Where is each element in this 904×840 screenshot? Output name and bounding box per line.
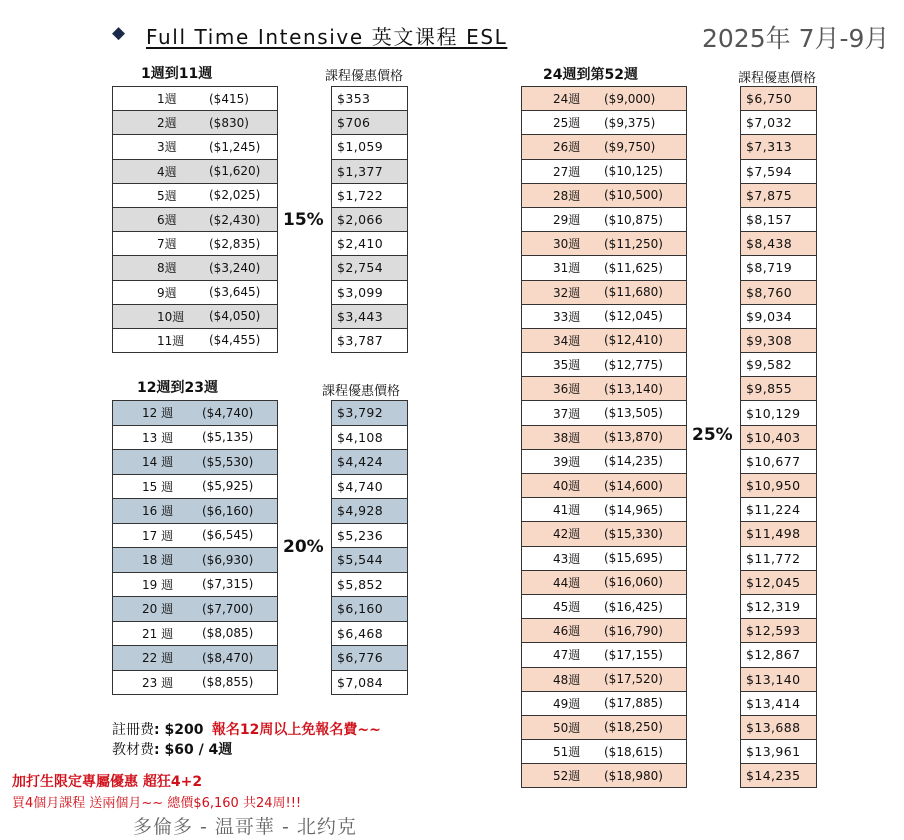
original-price: ($13,140) <box>604 381 663 396</box>
table-row <box>522 498 686 522</box>
discount-price-cell: $2,410 <box>332 232 407 256</box>
discount-price-cell: $706 <box>332 111 407 135</box>
table-row <box>113 208 277 232</box>
discount-price-cell: $14,235 <box>741 764 816 788</box>
original-price: ($1,245) <box>209 139 261 154</box>
original-price: ($10,125) <box>604 164 663 179</box>
table-row <box>113 160 277 184</box>
original-price: ($4,740) <box>202 405 254 420</box>
week-label: 52週 <box>553 769 581 784</box>
discount-price-cell: $4,108 <box>332 426 407 451</box>
original-price: ($15,330) <box>604 526 663 541</box>
section2-title: 12週到23週 <box>137 380 218 396</box>
table-row <box>522 522 686 546</box>
discount-price-cell: $2,066 <box>332 208 407 232</box>
section1-week-table <box>112 86 278 353</box>
table-row <box>113 499 277 524</box>
table-row <box>113 256 277 280</box>
discount-price-cell: $10,950 <box>741 474 816 498</box>
table-row <box>522 692 686 716</box>
original-price: ($5,925) <box>202 479 254 494</box>
week-label: 18 週 <box>142 553 174 568</box>
original-price: ($2,430) <box>209 212 261 227</box>
week-label: 49週 <box>553 696 581 711</box>
table-row <box>113 401 277 426</box>
table-row <box>522 619 686 643</box>
week-label: 21 週 <box>142 626 174 641</box>
discount-price-cell: $4,928 <box>332 499 407 524</box>
table-row <box>113 597 277 622</box>
discount-price-cell: $9,034 <box>741 305 816 329</box>
section2-discount: 20% <box>283 537 324 557</box>
week-label: 46週 <box>553 624 581 639</box>
original-price: ($13,505) <box>604 406 663 421</box>
section2-price-table <box>331 400 408 695</box>
original-price: ($18,250) <box>604 720 663 735</box>
table-row <box>522 305 686 329</box>
week-label: 42週 <box>553 527 581 542</box>
discount-price-cell: $3,099 <box>332 281 407 305</box>
table-row <box>522 474 686 498</box>
registration-fee-promo: 報名12周以上免報名費~~ <box>211 722 381 738</box>
original-price: ($6,160) <box>202 503 254 518</box>
table-row <box>113 135 277 159</box>
table-row <box>113 87 277 111</box>
table-row <box>113 548 277 573</box>
week-label: 2週 <box>157 116 177 131</box>
table-row <box>522 764 686 788</box>
week-label: 3週 <box>157 140 177 155</box>
discount-price-cell: $9,582 <box>741 353 816 377</box>
week-label: 9週 <box>157 285 177 300</box>
discount-price-cell: $5,852 <box>332 573 407 598</box>
week-label: 8週 <box>157 261 177 276</box>
section1-price-header: 課程優惠價格 <box>325 69 404 84</box>
table-row <box>522 450 686 474</box>
discount-price-cell: $13,961 <box>741 740 816 764</box>
table-row <box>113 622 277 647</box>
table-row <box>113 281 277 305</box>
original-price: ($11,625) <box>604 260 663 275</box>
original-price: ($18,980) <box>604 768 663 783</box>
week-label: 10週 <box>157 309 185 324</box>
original-price: ($8,470) <box>202 650 254 665</box>
week-label: 43週 <box>553 551 581 566</box>
week-label: 41週 <box>553 503 581 518</box>
discount-price-cell: $12,045 <box>741 571 816 595</box>
table-row <box>522 256 686 280</box>
materials-fee-label: 教材费 <box>112 742 154 758</box>
table-row <box>113 232 277 256</box>
discount-price-cell: $7,032 <box>741 111 816 135</box>
table-row <box>522 377 686 401</box>
week-label: 36週 <box>553 382 581 397</box>
original-price: ($17,155) <box>604 647 663 662</box>
week-label: 16 週 <box>142 504 174 519</box>
discount-price-cell: $9,308 <box>741 329 816 353</box>
week-label: 27週 <box>553 164 581 179</box>
original-price: ($9,375) <box>604 115 656 130</box>
original-price: ($11,250) <box>604 236 663 251</box>
week-label: 6週 <box>157 213 177 228</box>
table-row <box>522 595 686 619</box>
week-label: 51週 <box>553 745 581 760</box>
table-row <box>522 111 686 135</box>
table-row <box>522 547 686 571</box>
table-row <box>522 740 686 764</box>
discount-price-cell: $6,776 <box>332 646 407 671</box>
discount-price-cell: $5,544 <box>332 548 407 573</box>
original-price: ($7,700) <box>202 601 254 616</box>
week-label: 12 週 <box>142 406 174 421</box>
discount-price-cell: $2,754 <box>332 256 407 280</box>
discount-price-cell: $8,438 <box>741 232 816 256</box>
original-price: ($7,315) <box>202 577 254 592</box>
table-row <box>522 87 686 111</box>
original-price: ($1,620) <box>209 164 261 179</box>
table-row <box>522 232 686 256</box>
week-label: 19 週 <box>142 577 174 592</box>
section2-price-header: 課程優惠價格 <box>322 384 401 399</box>
discount-price-cell: $11,498 <box>741 522 816 546</box>
week-label: 38週 <box>553 430 581 445</box>
original-price: ($16,060) <box>604 575 663 590</box>
table-row <box>522 401 686 425</box>
week-label: 26週 <box>553 140 581 155</box>
discount-price-cell: $3,443 <box>332 305 407 329</box>
week-label: 29週 <box>553 213 581 228</box>
original-price: ($6,545) <box>202 528 254 543</box>
section3-price-table <box>740 86 817 788</box>
week-label: 44週 <box>553 575 581 590</box>
week-label: 40週 <box>553 479 581 494</box>
discount-price-cell: $8,719 <box>741 256 816 280</box>
table-row <box>522 571 686 595</box>
section3-title: 24週到第52週 <box>543 67 638 83</box>
discount-price-cell: $10,129 <box>741 401 816 425</box>
discount-price-cell: $1,059 <box>332 135 407 159</box>
section1-title: 1週到11週 <box>141 66 213 82</box>
table-row <box>113 305 277 329</box>
week-label: 30週 <box>553 237 581 252</box>
table-row <box>522 208 686 232</box>
discount-price-cell: $9,855 <box>741 377 816 401</box>
table-row <box>522 426 686 450</box>
original-price: ($14,600) <box>604 478 663 493</box>
week-label: 1週 <box>157 92 177 107</box>
promo-detail: 買4個月課程 送兩個月~~ 總價$6,160 共24周!!! <box>12 796 302 811</box>
original-price: ($830) <box>209 115 249 130</box>
discount-price-cell: $13,688 <box>741 716 816 740</box>
original-price: ($10,500) <box>604 188 663 203</box>
original-price: ($11,680) <box>604 285 663 300</box>
table-row <box>113 184 277 208</box>
week-label: 13 週 <box>142 430 174 445</box>
discount-price-cell: $4,424 <box>332 450 407 475</box>
table-row <box>113 573 277 598</box>
week-label: 14 週 <box>142 455 174 470</box>
week-label: 39週 <box>553 454 581 469</box>
discount-price-cell: $7,313 <box>741 135 816 159</box>
discount-price-cell: $10,677 <box>741 450 816 474</box>
week-label: 25週 <box>553 116 581 131</box>
original-price: ($17,885) <box>604 696 663 711</box>
table-row <box>522 160 686 184</box>
week-label: 7週 <box>157 237 177 252</box>
table-row <box>522 716 686 740</box>
week-label: 28週 <box>553 188 581 203</box>
week-label: 35週 <box>553 358 581 373</box>
week-label: 22 週 <box>142 651 174 666</box>
table-row <box>522 135 686 159</box>
registration-fee-value: : $200 <box>154 722 204 738</box>
week-label: 50週 <box>553 720 581 735</box>
table-row <box>113 450 277 475</box>
original-price: ($14,965) <box>604 502 663 517</box>
original-price: ($17,520) <box>604 672 663 687</box>
discount-price-cell: $12,867 <box>741 643 816 667</box>
registration-fee-label: 註冊费 <box>112 722 154 738</box>
week-label: 15 週 <box>142 479 174 494</box>
original-price: ($14,235) <box>604 454 663 469</box>
discount-price-cell: $7,875 <box>741 184 816 208</box>
week-label: 48週 <box>553 672 581 687</box>
discount-price-cell: $10,403 <box>741 426 816 450</box>
table-row <box>522 668 686 692</box>
original-price: ($16,790) <box>604 623 663 638</box>
week-label: 34週 <box>553 333 581 348</box>
discount-price-cell: $8,157 <box>741 208 816 232</box>
section2-week-table <box>112 400 278 695</box>
discount-price-cell: $13,140 <box>741 668 816 692</box>
materials-fee-line <box>112 739 232 759</box>
original-price: ($15,695) <box>604 551 663 566</box>
original-price: ($3,240) <box>209 260 261 275</box>
page-title: Full Time Intensive 英文课程 ESL <box>146 25 508 49</box>
week-label: 11週 <box>157 333 185 348</box>
week-label: 32週 <box>553 285 581 300</box>
original-price: ($4,050) <box>209 309 261 324</box>
original-price: ($3,645) <box>209 285 261 300</box>
week-label: 47週 <box>553 648 581 663</box>
table-row <box>522 184 686 208</box>
table-row <box>522 281 686 305</box>
section1-price-table <box>331 86 408 353</box>
original-price: ($13,870) <box>604 430 663 445</box>
week-label: 31週 <box>553 261 581 276</box>
week-label: 45週 <box>553 600 581 615</box>
original-price: ($8,855) <box>202 675 254 690</box>
discount-price-cell: $353 <box>332 87 407 111</box>
original-price: ($12,045) <box>604 309 663 324</box>
original-price: ($2,835) <box>209 236 261 251</box>
registration-fee-line <box>112 719 381 739</box>
original-price: ($5,530) <box>202 454 254 469</box>
promo-headline: 加打生限定專屬優惠 超狂4+2 <box>12 774 203 790</box>
discount-price-cell: $7,594 <box>741 160 816 184</box>
city-list: 多倫多 - 温哥華 - 北约克 <box>133 816 357 838</box>
week-label: 20 週 <box>142 602 174 617</box>
original-price: ($9,000) <box>604 91 656 106</box>
discount-price-cell: $3,792 <box>332 401 407 426</box>
discount-price-cell: $11,772 <box>741 547 816 571</box>
discount-price-cell: $3,787 <box>332 329 407 353</box>
original-price: ($415) <box>209 91 249 106</box>
discount-price-cell: $5,236 <box>332 524 407 549</box>
week-label: 33週 <box>553 309 581 324</box>
diamond-bullet-icon: ◆ <box>112 23 126 43</box>
table-row <box>522 353 686 377</box>
table-row <box>113 524 277 549</box>
table-row <box>522 329 686 353</box>
original-price: ($6,930) <box>202 552 254 567</box>
week-label: 5週 <box>157 188 177 203</box>
week-label: 24週 <box>553 92 581 107</box>
week-label: 17 週 <box>142 528 174 543</box>
section3-discount: 25% <box>692 425 733 445</box>
discount-price-cell: $12,593 <box>741 619 816 643</box>
date-range: 2025年 7月-9月 <box>702 24 890 53</box>
week-label: 37週 <box>553 406 581 421</box>
table-row <box>522 643 686 667</box>
table-row <box>113 426 277 451</box>
original-price: ($4,455) <box>209 333 261 348</box>
section3-week-table <box>521 86 687 788</box>
materials-fee-value: : $60 / 4週 <box>154 742 233 758</box>
original-price: ($9,750) <box>604 139 656 154</box>
table-row <box>113 671 277 696</box>
table-row <box>113 646 277 671</box>
original-price: ($12,410) <box>604 333 663 348</box>
table-row <box>113 111 277 135</box>
original-price: ($2,025) <box>209 188 261 203</box>
original-price: ($8,085) <box>202 626 254 641</box>
discount-price-cell: $11,224 <box>741 498 816 522</box>
discount-price-cell: $6,160 <box>332 597 407 622</box>
discount-price-cell: $1,722 <box>332 184 407 208</box>
table-row <box>113 329 277 353</box>
discount-price-cell: $13,414 <box>741 692 816 716</box>
discount-price-cell: $1,377 <box>332 160 407 184</box>
section3-price-header: 課程優惠價格 <box>738 71 817 86</box>
discount-price-cell: $6,468 <box>332 622 407 647</box>
table-row <box>113 475 277 500</box>
original-price: ($18,615) <box>604 744 663 759</box>
discount-price-cell: $8,760 <box>741 281 816 305</box>
discount-price-cell: $7,084 <box>332 671 407 696</box>
original-price: ($5,135) <box>202 430 254 445</box>
week-label: 23 週 <box>142 675 174 690</box>
original-price: ($10,875) <box>604 212 663 227</box>
discount-price-cell: $6,750 <box>741 87 816 111</box>
original-price: ($12,775) <box>604 357 663 372</box>
week-label: 4週 <box>157 164 177 179</box>
section1-discount: 15% <box>283 210 324 230</box>
original-price: ($16,425) <box>604 599 663 614</box>
discount-price-cell: $12,319 <box>741 595 816 619</box>
discount-price-cell: $4,740 <box>332 475 407 500</box>
